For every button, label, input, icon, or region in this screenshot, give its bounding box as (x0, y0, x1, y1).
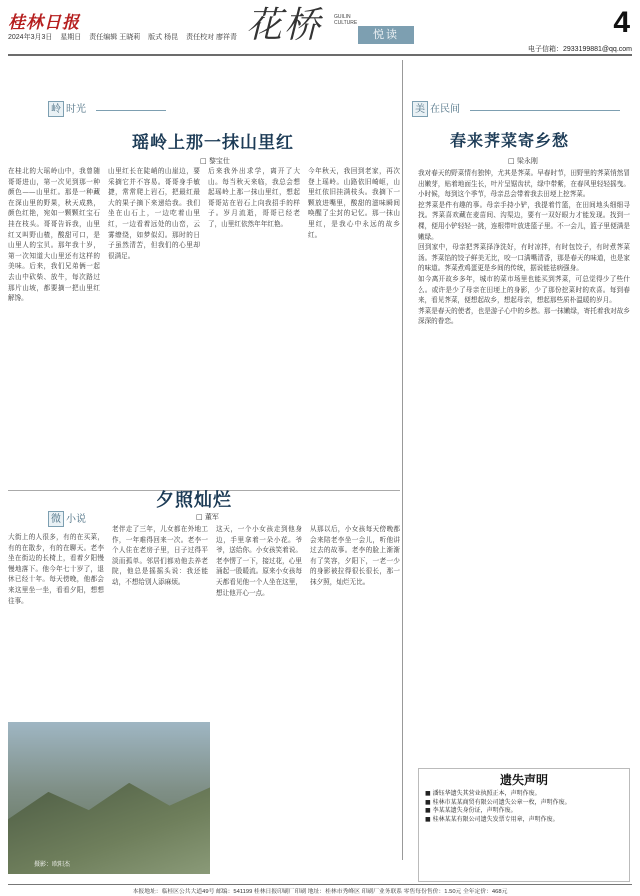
article-column: 山里红长在陡峭的山崖边，要采摘它并不容易。哥哥身手敏捷，常常爬上岩石，把最红最大的果子摘下来递给我。我们坐在山石上，一边吃着山里红，一边看着远处的山峦，云雾缭绕，如梦似幻。那时的日子虽然清苦，但我们的心里却很满足。 (108, 167, 200, 260)
editor-credit: 责任编辑 王晓莉 (89, 34, 141, 41)
kicker-box: 岭 (48, 101, 64, 117)
left-top-byline: □ 黎宝仕 (200, 157, 230, 165)
proof-credit: 责任校对 廖祥青 (186, 34, 238, 41)
article-column: 今年秋天，我回到老家，再次登上瑶岭。山路依旧崎岖，山里红依旧挂满枝头。我摘下一颗放进嘴里，酸甜的滋味瞬间唤醒了尘封的记忆。那一抹山里红，是我心中永远的故乡红。 (308, 167, 400, 239)
article-column: 在桂北的大瑶岭山中，我曾随哥哥进山，第一次见到那一种颜色——山里红。那是一种藏在深山里的野果，秋天成熟，颜色红艳，宛如一颗颗红宝石挂在枝头。哥哥告诉我，山里红又叫野山楂，酸甜可口，是山里人的宝贝。那年我十岁，第一次知道大山里还有这样的美味。后来，我们兄弟俩一起去山中砍柴、放牛，每次路过那片山坡，都要摘一把山里红解馋。 (8, 167, 100, 303)
header-rule (8, 54, 632, 56)
kicker-line (470, 110, 620, 111)
left-bottom-headline: 夕照灿烂 (156, 490, 232, 511)
photo-credit: 摄影：欧阳杰 (34, 861, 71, 868)
notice-item: ■ 潘钰华遗失其营业执照正本，声明作废。 (425, 790, 541, 797)
kicker-box: 微 (48, 511, 64, 527)
right-body (418, 168, 630, 764)
layout-credit: 版式 杨昆 (148, 34, 179, 41)
newspaper-logo: 桂林日报 (8, 13, 80, 33)
right-byline: □ 梁永刚 (508, 157, 538, 165)
issue-info (8, 32, 243, 42)
kicker-label: 小说 (66, 514, 86, 525)
notice-item: ■ 李某某遗失身份证，声明作废。 (425, 807, 517, 814)
masthead (8, 8, 188, 33)
left-top-kicker (48, 100, 86, 117)
kicker-label: 在民间 (430, 104, 460, 115)
column-divider (402, 60, 403, 860)
paragraph: 回到家中，母亲把荠菜择净洗好，有时凉拌，有时包饺子，有时煮荠菜汤。荠菜馅的饺子鲜美无比，咬一口满嘴清香，那是春天的味道，也是家的味道。荠菜煮鸡蛋更是乡间的传统，据说能祛病强身。 (418, 243, 630, 273)
issue-weekday: 星期日 (60, 34, 82, 41)
paragraph: 如今离开故乡多年，城市的菜市场里也能买到荠菜，可总觉得少了些什么。或许是少了母亲在田埂上的身影，少了那份挖菜时的欢喜。每到春来，看见荠菜，便想起故乡，想起母亲，想起那些质朴温暖的岁月。 (418, 274, 630, 305)
left-bottom-col2: 老伴走了三年，儿女都在外地工作，一年难得回来一次。老李一个人住在老房子里，日子过得平淡而孤单。邻居们都劝他去养老院，他总是摇摇头说：我还能动，不想给别人添麻烦。 (112, 525, 208, 586)
left-bottom-byline: □ 董军 (196, 513, 219, 521)
page-number: 4 (613, 6, 630, 39)
notice-item: ■ 桂林某某有限公司遗失发票专用章，声明作废。 (425, 815, 559, 823)
kicker-line (96, 110, 166, 111)
left-bottom-col4: 从那以后，小女孩每天傍晚都会来陪老李坐一会儿，听他讲过去的故事。老李的脸上渐渐有了笑容，夕阳下，一老一少的身影被拉得很长很长，那一抹夕照，灿烂无比。 (310, 525, 400, 586)
right-kicker (412, 100, 460, 117)
article-column: 后来我外出求学，离开了大山。每当秋天来临，我总会想起瑶岭上那一抹山里红，想起哥哥站在岩石上向我招手的样子。岁月流逝，哥哥已经老了，山里红依然年年红艳。 (208, 167, 300, 228)
paragraph: 荠菜是春天的使者，也是游子心中的乡愁。那一抹嫩绿，寄托着我对故乡深深的眷恋。 (418, 306, 630, 326)
left-bottom-col3: 这天，一个小女孩走到他身边，手里拿着一朵小花。爷爷，送给你。小女孩笑着说。老李愣了一下，接过花，心里涌起一股暖流。原来小女孩每天都看见他一个人坐在这里，想让他开心一点。 (216, 525, 302, 597)
footer-info: 本报地址：临桂区公共大道49号 邮编：541199 桂林日报印刷厂印刷 地址：桂林市秀峰区 印刷厂业务联系 零售每份售价：1.50元 全年定价：468元 (132, 889, 508, 895)
issue-date: 2024年3月3日 (8, 34, 53, 41)
notice-title: 遗失声明 (499, 773, 548, 787)
brand-subtitle: GUILIN CULTURE (334, 14, 358, 26)
right-headline: 春来荠菜寄乡愁 (450, 131, 570, 150)
left-bottom-kicker (48, 510, 86, 527)
notice-item: ■ 桂林市某某商贸有限公司遗失公章一枚，声明作废。 (425, 798, 571, 806)
paragraph: 挖荠菜是件有趣的事。母亲手持小铲，我提着竹篮，在田间地头细细寻找。荠菜喜欢藏在麦苗间、沟渠边，要有一双好眼力才能发现。找到一棵，便用小铲轻轻一挑，连根带叶放进篮子里。不一会儿，篮子里便满是嫩绿。 (418, 200, 630, 241)
kicker-label: 时光 (66, 104, 86, 115)
left-top-headline: 瑶岭上那一抹山里红 (132, 133, 294, 153)
footer-rule (8, 884, 632, 885)
left-top-body (8, 166, 400, 484)
paragraph: 我对春天的野菜情有独钟，尤其是荠菜。早春时节，田野里的荠菜悄然冒出嫩芽，贴着地面生长，叶片呈锯齿状，绿中带紫，在春风里轻轻摇曳。小时候，每到这个季节，母亲总会带着我去田埂上挖荠菜。 (418, 169, 630, 199)
brand-title: 花桥 (246, 5, 323, 46)
left-bottom-col1: 大街上的人很多，有的在买菜，有的在散步，有的在聊天。老李坐在街边的长椅上，看着夕阳慢慢地落下。他今年七十岁了，退休已经十年。每天傍晚，他都会来这里坐一坐，看看夕阳，想想往事。 (8, 533, 104, 605)
kicker-box: 美 (412, 101, 428, 117)
section-tab: 悦读 (358, 26, 414, 44)
landscape-photo (8, 722, 210, 874)
lost-notice-box (418, 768, 630, 882)
contact-email: 电子信箱：2933199881@qq.com (528, 46, 632, 53)
